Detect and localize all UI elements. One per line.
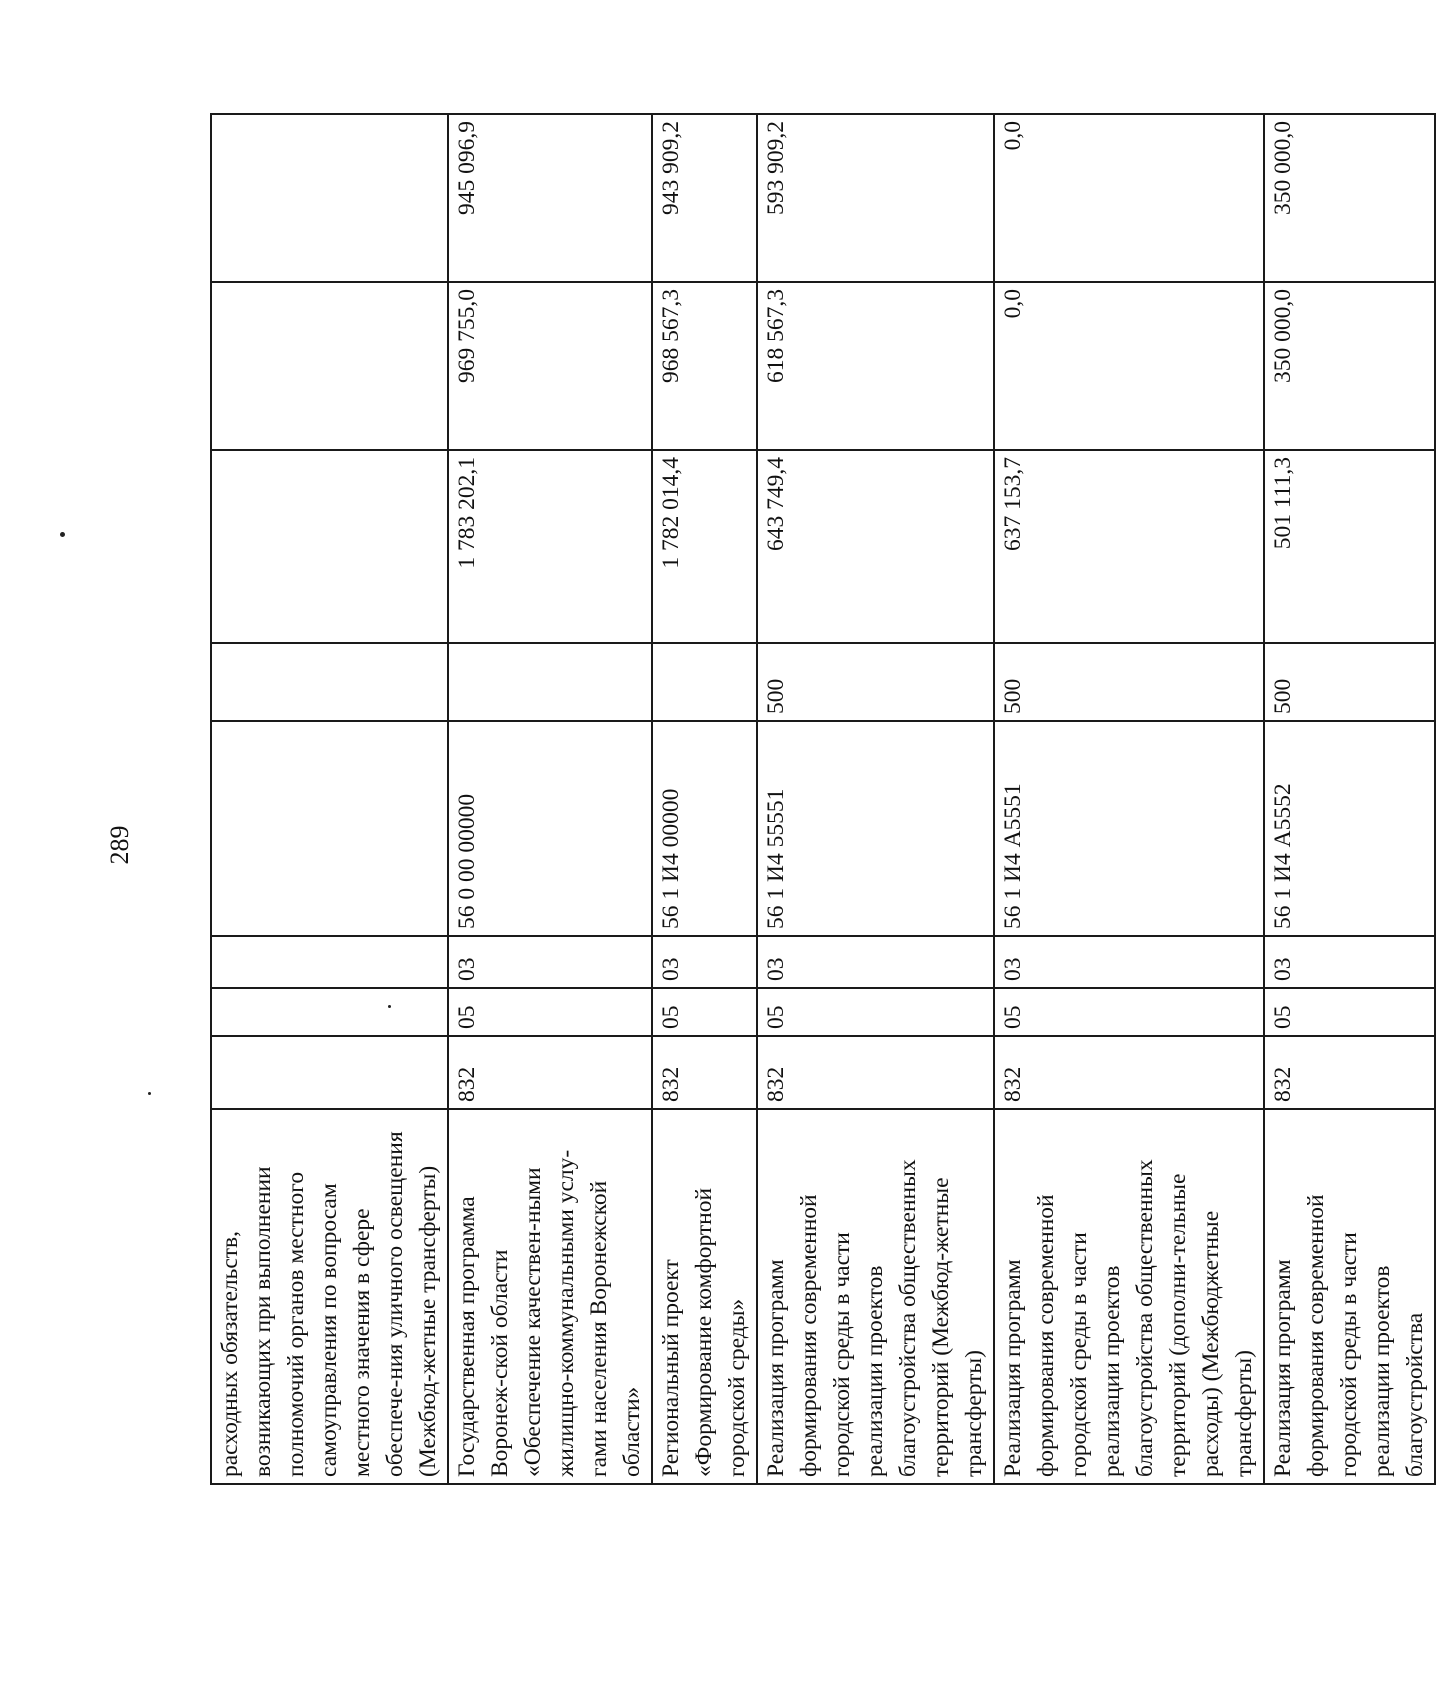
cell-expense-type [652, 643, 757, 721]
cell-grbs: 832 [1264, 1036, 1435, 1109]
cell-name: Реализация программ формирования современной городской среды в части реализации проектов благоустройства общественных территорий (дополни-тельные расходы) (Межбюджетные трансферты) [994, 1109, 1264, 1484]
budget-table [210, 113, 1436, 1485]
cell-razdel: 05 [757, 988, 994, 1036]
cell-sum-year2: 968 567,3 [652, 282, 757, 450]
cell-podrazdel: 03 [652, 936, 757, 988]
cell-target-article: 56 1 И4 А5552 [1264, 721, 1435, 936]
cell-expense-type [211, 643, 448, 721]
cell-sum-year1: 643 749,4 [757, 450, 994, 643]
cell-target-article: 56 1 И4 55551 [757, 721, 994, 936]
cell-expense-type: 500 [757, 643, 994, 721]
cell-sum-year3: 350 000,0 [1264, 114, 1435, 282]
cell-grbs: 832 [994, 1036, 1264, 1109]
cell-sum-year3: 593 909,2 [757, 114, 994, 282]
cell-name: расходных обязательств, возникающих при выполнении полномочий органов местного самоуправления по вопросам местного значения в сфере обеспече-ния уличного освещения (Межбюд-жетные трансферты) [211, 1109, 448, 1484]
cell-podrazdel: 03 [994, 936, 1264, 988]
cell-name: Реализация программ формирования современной городской среды в части реализации проектов благоустройства [1264, 1109, 1435, 1484]
cell-razdel: 05 [1264, 988, 1435, 1036]
scan-speck [60, 532, 65, 537]
cell-sum-year2: 0,0 [994, 282, 1264, 450]
cell-razdel: 05 [448, 988, 652, 1036]
cell-razdel: 05 [994, 988, 1264, 1036]
cell-sum-year1: 501 111,3 [1264, 450, 1435, 643]
cell-podrazdel [211, 936, 448, 988]
table-row [652, 114, 757, 1484]
cell-grbs: 832 [757, 1036, 994, 1109]
scan-speck [148, 1092, 151, 1095]
page-number: 289 [105, 825, 134, 865]
cell-target-article: 56 1 И4 00000 [652, 721, 757, 936]
cell-sum-year3: 0,0 [994, 114, 1264, 282]
cell-expense-type: 500 [994, 643, 1264, 721]
cell-sum-year1: 1 783 202,1 [448, 450, 652, 643]
cell-sum-year2: 969 755,0 [448, 282, 652, 450]
cell-target-article: 56 0 00 00000 [448, 721, 652, 936]
cell-podrazdel: 03 [1264, 936, 1435, 988]
cell-razdel [211, 988, 448, 1036]
cell-sum-year3: 943 909,2 [652, 114, 757, 282]
cell-sum-year3 [211, 114, 448, 282]
cell-razdel: 05 [652, 988, 757, 1036]
table-row [757, 114, 994, 1484]
cell-sum-year2 [211, 282, 448, 450]
cell-target-article [211, 721, 448, 936]
table-row [448, 114, 652, 1484]
cell-grbs: 832 [448, 1036, 652, 1109]
cell-podrazdel: 03 [757, 936, 994, 988]
cell-expense-type [448, 643, 652, 721]
cell-sum-year2: 618 567,3 [757, 282, 994, 450]
table-row [1264, 114, 1435, 1484]
cell-sum-year1 [211, 450, 448, 643]
cell-sum-year1: 1 782 014,4 [652, 450, 757, 643]
table-row [994, 114, 1264, 1484]
cell-grbs [211, 1036, 448, 1109]
cell-name: Региональный проект «Формирование комфортной городской среды» [652, 1109, 757, 1484]
cell-sum-year1: 637 153,7 [994, 450, 1264, 643]
table-row [211, 114, 448, 1484]
cell-sum-year2: 350 000,0 [1264, 282, 1435, 450]
cell-grbs: 832 [652, 1036, 757, 1109]
cell-target-article: 56 1 И4 А5551 [994, 721, 1264, 936]
cell-podrazdel: 03 [448, 936, 652, 988]
cell-name: Реализация программ формирования современной городской среды в части реализации проектов благоустройства общественных территорий (Межбюд-жетные трансферты) [757, 1109, 994, 1484]
cell-name: Государственная программа Воронеж-ской области «Обеспечение качествен-ными жилищно-коммунальными услу-гами населения Воронежской области» [448, 1109, 652, 1484]
cell-expense-type: 500 [1264, 643, 1435, 721]
budget-table-rotated [210, 115, 1428, 1485]
cell-sum-year3: 945 096,9 [448, 114, 652, 282]
